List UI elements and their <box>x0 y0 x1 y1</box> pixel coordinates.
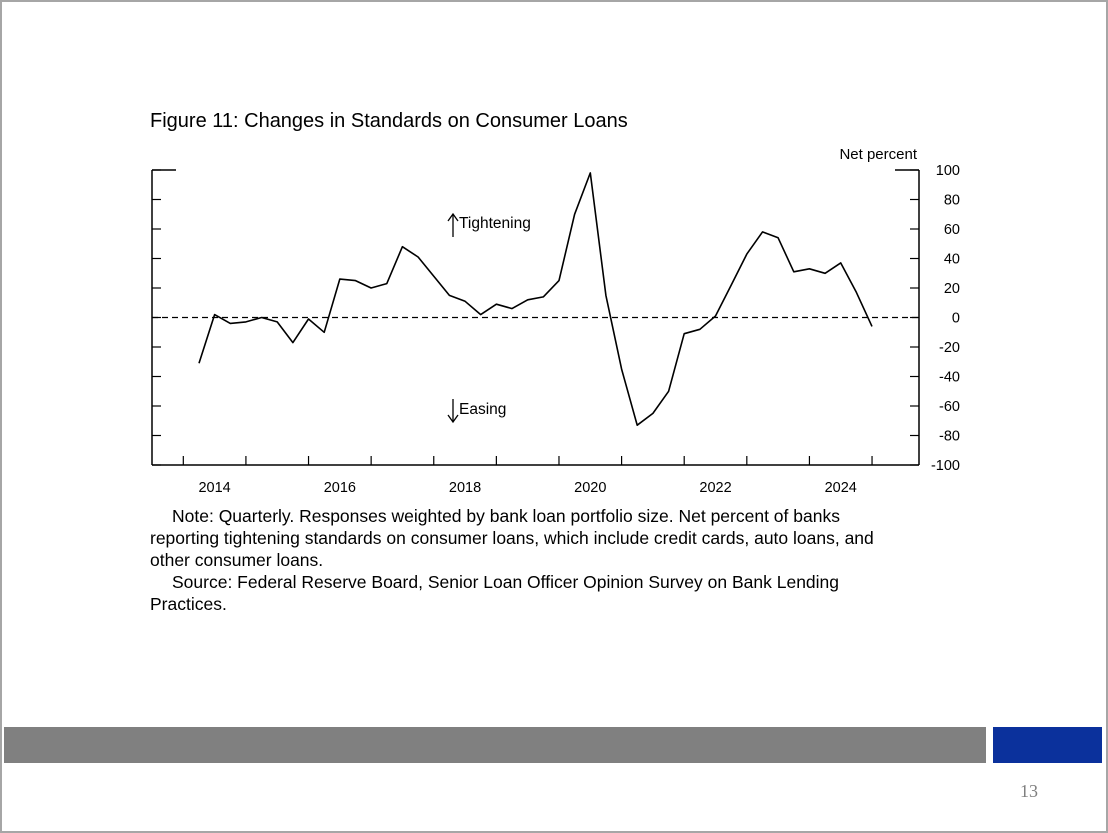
page-number: 13 <box>1020 781 1038 801</box>
x-axis-tick-labels <box>198 480 856 496</box>
y-axis-tick-labels <box>931 163 960 474</box>
easing-label: Easing <box>459 401 507 418</box>
x-tick-label: 2018 <box>448 480 482 496</box>
x-tick-label: 2022 <box>699 480 732 496</box>
source-text: Source: Federal Reserve Board, Senior Loan Officer Opinion Survey on Bank Lending Practices. <box>150 572 840 614</box>
y-tick-label: -80 <box>939 428 960 445</box>
x-tick-label: 2024 <box>824 480 857 496</box>
x-axis-ticks <box>183 456 872 465</box>
y-axis-label: Net percent <box>839 146 917 163</box>
y-tick-label: -100 <box>930 458 960 474</box>
footer-bar-blue <box>993 727 1102 763</box>
line-chart <box>2 2 1106 502</box>
easing-annotation <box>448 399 506 422</box>
note-text: Note: Quarterly. Responses weighted by bank loan portfolio size. Net percent of banks reporting tightening standards on consumer loans, which include credit cards, auto loans, and other consumer loans. <box>150 506 874 570</box>
x-tick-label: 2014 <box>198 480 231 496</box>
y-tick-label: 100 <box>935 163 960 179</box>
footer-bar-gray <box>4 727 986 763</box>
y-tick-label: -60 <box>939 399 960 415</box>
y-tick-label: 80 <box>943 192 960 209</box>
x-tick-label: 2016 <box>323 480 356 496</box>
tightening-annotation <box>448 214 531 237</box>
y-tick-label: 20 <box>943 281 960 297</box>
x-tick-label: 2020 <box>574 480 607 496</box>
down-arrow-icon <box>448 399 458 422</box>
y-tick-label: -40 <box>939 369 960 386</box>
y-tick-label: -20 <box>939 340 960 356</box>
y-tick-label: 0 <box>951 310 960 327</box>
y-tick-label: 60 <box>943 222 960 238</box>
series-line-net-percent <box>199 173 872 425</box>
tightening-label: Tightening <box>459 215 531 232</box>
up-arrow-icon <box>448 214 458 237</box>
figure-title: Figure 11: Changes in Standards on Consumer Loans <box>150 110 628 132</box>
y-tick-label: 40 <box>943 251 960 268</box>
figure-notes <box>150 505 910 615</box>
